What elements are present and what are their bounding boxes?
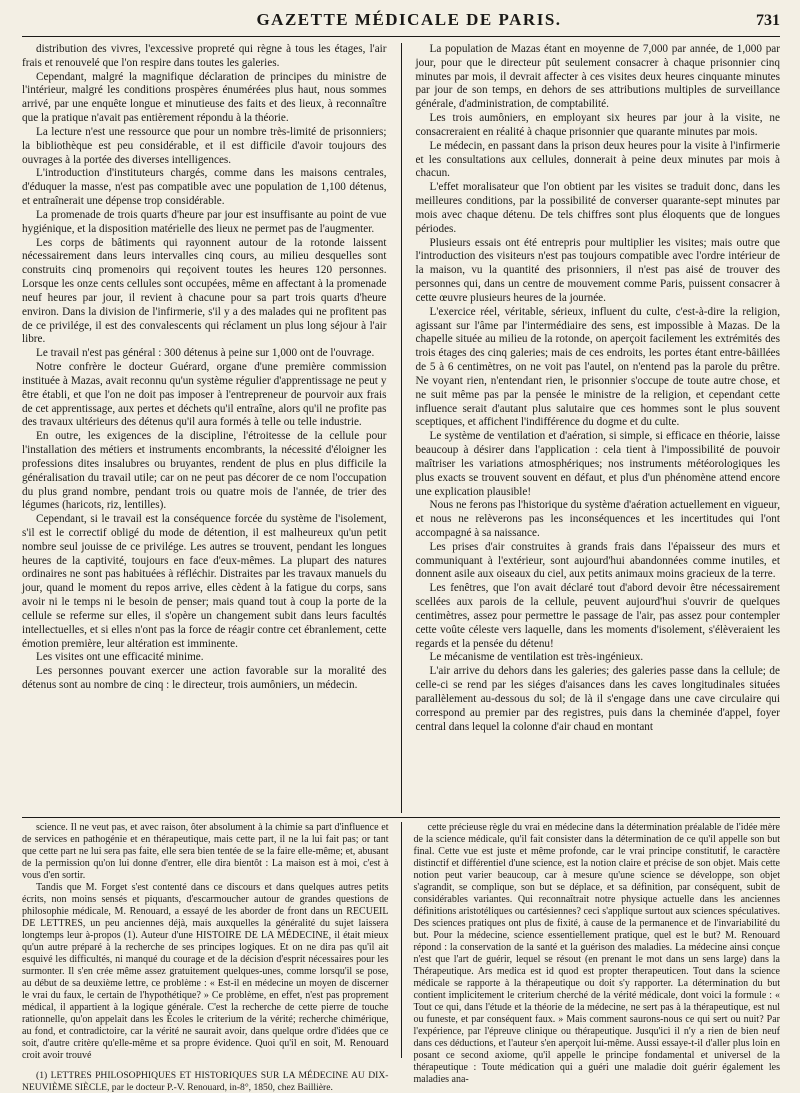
paragraph: Plusieurs essais ont été entrepris pour multiplier les visites; mais outre que l'introduction des visiteurs n'est pas toujours compatible avec l'ordre intérieur de la maison, vu la quantité des prisonniers, il n'est pas aisé de trouver des personnes qui, dans un centre de mouvement comme Paris, puissent consacrer à cette œuvre plusieurs heures de la journée. <box>415 236 780 304</box>
paragraph: Le système de ventilation et d'aération, si simple, si efficace en théorie, laisse beaucoup à désirer dans l'application : cela tient à l'impossibilité de pouvoir maîtriser les variations atmosphériques; nos instruments météorologiques les plus exacts se trouvent souvent en défaut, et plus d'un phénomène attend encore une explication plausible! <box>415 430 780 498</box>
paragraph: La population de Mazas étant en moyenne de 7,000 par année, de 1,000 par jour, pour que le directeur pût seulement consacrer à chaque prisonnier cinq minutes par mois, il devrait affecter à ces visites deux heures cinquante minutes par jour de son temps, en dehors de ses attributions multiples de surveillance générale, d'administration, de comptabilité. <box>415 43 780 111</box>
right-column <box>416 43 781 813</box>
paragraph: Cependant, malgré la magnifique déclaration de principes du ministre de l'intérieur, malgré les conditions prospères énumérées plus haut, nous sommes arrivé, par une enquête longue et minutieuse des faits et des lieux, à reconnaître que la pratique n'avait pas entièrement répondu à la théorie. <box>22 70 387 125</box>
section-divider <box>22 817 780 818</box>
paragraph: Les visites ont une efficacité minime. <box>36 651 204 664</box>
paragraph: Cependant, si le travail est la conséquence forcée du système de l'isolement, s'il est le correctif obligé du mode de détention, il est malheureux qu'un petit nombre seul jouisse de ce privilége. Les autres se trouvent, pendant les longues heures de la captivité, toujours en face d'eux-mêmes. La plupart des natures ordinaires ne sont pas habituées à réfléchir. Distraites par les travaux manuels du jour, quand le moment du repos arrive, elles cèdent à la fatigue du corps, sans avoir ni le temps ni le besoin de penser; mais quand tout à coup la porte de la cellule se referme sur elles, il s'opère un changement subit dans leurs facultés intellectuelles, et si elles n'ont pas la force de réagir contre cet ébranlement, cette émotion première, leur altération est imminente. <box>22 513 387 650</box>
paragraph: Tandis que M. Forget s'est contenté dans ce discours et dans quelques autres petits écrits, non moins sensés et piquants, d'escarmoucher autour de grandes questions de philosophie médicale, M. Renouard, a essayé de les aborder de front dans un RECUEIL DE LETTRES, un peu anciennes déjà, mais auxquelles la généralité du sujet laissera longtemps leur à-propos (1). Auteur d'une HISTOIRE DE LA MÉDECINE, il était mieux qu'un autre préparé à la recherche de ses principes logiques. Et on ne dira pas qu'il ait esquivé les difficultés, ni manqué du courage et de la décision d'esprit nécessaires pour les surmonter. Il s'en crée même assez gratuitement quelques-unes, comme lorsqu'il se pose, au début de sa deuxième lettre, ce problème : « Est-il en médecine un moyen de discerner le vrai du faux, le certain de l'hypothétique? » Ce problème, en effet, n'est pas proprement médical, il appartient à la logique générale. C'est la recherche de cette pierre de touche rationnelle, qu'on appelait dans les Écoles le criterium de la vérité; recherche chimérique, au fond, et contradictoire, car la vérité ne saurait avoir, dans quelque ordre d'idées que ce soit, d'autre critère qu'elle-même et sa propre évidence. Quoi qu'il en soit, M. Renouard croit avoir trouvé <box>22 882 389 1061</box>
paragraph: Notre confrère le docteur Guérard, organe d'une première commission instituée à Mazas, avait reconnu qu'un système régulier d'apprentissage ne peut y être établi, et que l'on ne doit pas imposer à l'entrepreneur de pourvoir aux frais de cet apprentissage, aux pertes et déchets qu'il entraîne, alors qu'il ne profite pas des travaux ultérieurs des détenus qu'il aura formés à telle ou telle industrie. <box>22 361 387 429</box>
feuilleton-column-divider <box>401 822 402 1058</box>
paragraph: L'exercice réel, véritable, sérieux, influent du culte, c'est-à-dire la religion, agissant sur l'âme par l'intermédiaire des sens, est impossible à Mazas. De la chapelle située au milieu de la rotonde, on aperçoit facilement les extrémités des trois étages des cinq galeries; mais de ces endroits, les portes étant entre-bâillées de 5 à 6 centimètres, on ne voit pas l'autel, on n'entend pas la parole du prêtre. Ne voyant rien, n'entendant rien, le prisonnier s'occupe de toute autre chose, et ne suit même pas par la pensée le ministre de la religion, et cependant cette influence serait d'autant plus salutaire que ces hommes sont le plus souvent sceptiques, et affichent l'indifférence du dogme et du culte. <box>415 305 780 429</box>
paragraph: Les corps de bâtiments qui rayonnent autour de la rotonde laissent nécessairement dans leurs intervalles cinq cours, au milieu desquelles sont construits cinq promenoirs qui reçoivent toutes les heures 120 personnes. Lorsque les onze cents cellules sont occupées, même en affectant à la promenade neuf heures par jour, il revient à chacune pour sa part trois quarts d'heure environ. Dans la division de l'infirmerie, s'il y a des malades qui ne profitent pas de ce privilége, il est des convalescents qui réclament un plus long séjour à l'air libre. <box>22 236 387 346</box>
feuilleton-right-column <box>413 822 781 1085</box>
paragraph: En outre, les exigences de la discipline, l'étroitesse de la cellule pour l'installation des métiers et instruments encombrants, la nécessité d'éloigner les professions dites insalubres ou bruyantes, rendent de plus en plus difficile la généralisation du travail utile; car on ne peut pas décorer de ce nom l'occupation du plus grand nombre, pendant trois ou quatre mois de l'année, de trier des légumes (haricots, riz, lentilles). <box>22 430 387 512</box>
paragraph: Le travail n'est pas général : 300 détenus à peine sur 1,000 ont de l'ouvrage. <box>36 347 375 360</box>
column-divider <box>401 43 402 813</box>
paragraph: science. Il ne veut pas, et avec raison, ôter absolument à la chimie sa part d'influence et de services en pathogénie et en thérapeutique, mais cette part, il ne la lui fait pas; or tant que cette part ne lui sera pas faite, elle sera bien tentée de se la faire elle-même; et, abusant de la permission qu'on lui donne d'entrer, elle dira bientôt : La maison est à moi, c'est à vous d'en sortir. <box>22 822 389 881</box>
paragraph: Le mécanisme de ventilation est très-ingénieux. <box>429 651 644 664</box>
feuilleton-left-column <box>22 822 389 1093</box>
journal-title: GAZETTE MÉDICALE DE PARIS. <box>256 10 562 29</box>
paragraph: La promenade de trois quarts d'heure par jour est insuffisante au point de vue hygiénique, et la disposition matérielle des lieux ne permet pas de l'augmenter. <box>22 208 387 235</box>
paragraph: Les prises d'air construites à grands frais dans l'épaisseur des murs et communiquant à l'extérieur, sont aujourd'hui abandonnées comme inutiles, et donnent asile aux oiseaux du ciel, aux petits animaux moins gracieux de la terre. <box>415 540 780 581</box>
paragraph: La lecture n'est une ressource que pour un nombre très-limité de prisonniers; la bibliothèque est peu considérable, et il est difficile d'avoir toujours des ouvrages à la portée des diverses intelligences. <box>22 125 387 166</box>
paragraph: Les personnes pouvant exercer une action favorable sur la moralité des détenus sont au nombre de cinq : le directeur, trois aumôniers, un médecin. <box>22 665 387 692</box>
paragraph: Les fenêtres, que l'on avait déclaré tout d'abord devoir être nécessairement scellées aux parois de la cellule, peuvent aujourd'hui s'ouvrir de quelques centimètres, assez pour permettre le passage de l'air, pas assez pour contempler cette voûte céleste vers laquelle, dans les moments d'isolement, s'élèveraient les regards et la pensée du détenu! <box>415 582 780 650</box>
paragraph: L'air arrive du dehors dans les galeries; des galeries passe dans la cellule; de celle-ci se rend par les siéges d'aisances dans les caves longitudinales situées parallèlement au-dessous du sol; de là il s'engage dans une cave circulaire qui correspond au premier par des registres, puis dans la cheminée d'appel, foyer central dans lequel la colonne d'air chaud en montant <box>415 665 780 733</box>
page-number: 731 <box>755 12 780 29</box>
paragraph: Les trois aumôniers, en employant six heures par jour à la visite, ne consacreraient en réalité à chaque prisonnier que quarante minutes par mois. <box>415 112 780 138</box>
paragraph: cette précieuse règle du vrai en médecine dans la détermination préalable de l'idée mère de la science médicale, qu'il fait consister dans la détermination de ce qu'il appelle son but final. Cette vue est juste et même profonde, car le vrai principe constitutif, le caractère distinctif et différentiel d'une science, est la notion claire et précise de son objet. Mais cette notion peut varier beaucoup, car à mesure qu'une science se développe, son objet s'agrandit, se complique, son but se déplace, et sa définition, par conséquent, subit de considérables variantes. Qui reconnaîtrait notre physique actuelle dans les anciennes définitions aristotéliques ou cartésiennes? ceci s'applique surtout aux sciences spéculatives. Des sciences pratiques ont plus de fixité, à cause de la permanence et de l'invariabilité du but. Pour la médecine, science essentiellement pratique, quel est le but? M. Renouard répond : la conservation de la santé et la guérison des maladies. La médecine ainsi conçue n'est que l'art de guérir, lequel se résout (en prenant le mot dans un sens large) dans la Thérapeutique. Ars medica est id quod est propter therapeuticen. Tout dans la science médicale se rapporte à la thérapeutique ou doit s'y rapporter. La détermination du but contient implicitement le criterium cherché de la vérité médicale, dont voici la formule : « Tout ce qui, dans l'étude et la théorie de la médecine, ne sert pas à la thérapeutique, est nul ou funeste, et par conséquent faux. » Mais comment saurons-nous ce qui sert ou nuit? Par l'expérience, par l'épreuve clinique ou thérapeutique. Jusqu'ici il n'y a rien de bien neuf dans ces déductions, et l'auteur s'en aperçoit lui-même. Aussi essaye-t-il d'aller plus loin en posant ce second axiome, qu'il appelle le principe fondamental et universel de la thérapeutique : Toute médication qui a guéri une maladie doit guérir également les maladies ana- <box>413 822 780 1085</box>
page-header <box>22 10 780 37</box>
left-column <box>22 43 387 813</box>
article-columns <box>22 43 780 813</box>
paragraph: L'effet moralisateur que l'on obtient par les visites se traduit donc, dans les meilleures conditions, par la possibilité de converser quarante-sept minutes par mois avec chaque détenu. De tels chiffres sont plus éloquents que de longues périodes. <box>415 181 780 235</box>
paragraph: Nous ne ferons pas l'historique du système d'aération actuellement en vigueur, et nous ne relèverons pas les inconséquences et les incertitudes qui l'ont accompagné à sa naissance. <box>415 499 780 539</box>
feuilleton-columns <box>22 822 780 1093</box>
paragraph: Le médecin, en passant dans la prison deux heures pour la visite à l'infirmerie et les consultations aux cellules, donnerait à peine deux minutes par mois à chacun. <box>415 139 780 180</box>
paragraph: L'introduction d'instituteurs chargés, comme dans les maisons centrales, d'éduquer la masse, n'est pas compatible avec une population de 1,100 détenus, et entraînerait une dépense trop considérable. <box>22 167 387 208</box>
paragraph: distribution des vivres, l'excessive propreté qui règne à tous les étages, l'air frais et renouvelé que l'on respire dans toutes les galeries. <box>22 43 387 69</box>
footnote: (1) LETTRES PHILOSOPHIQUES ET HISTORIQUES SUR LA MÉDECINE AU DIX-NEUVIÈME SIÈCLE, par le docteur P.-V. Renouard, in-8°, 1850, chez Baillière. <box>22 1070 389 1093</box>
